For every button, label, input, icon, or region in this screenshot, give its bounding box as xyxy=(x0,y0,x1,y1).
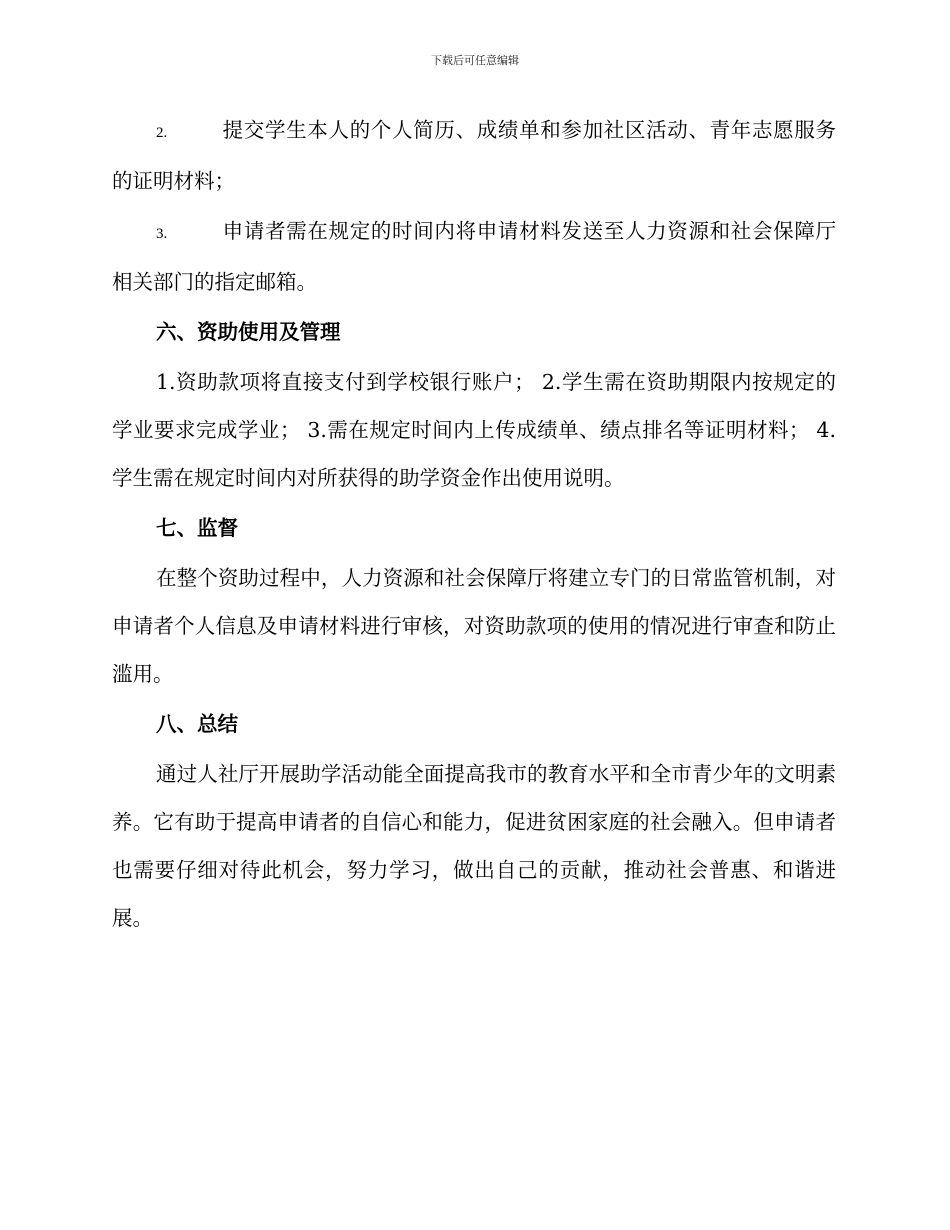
page-header: 下载后可任意编辑 xyxy=(431,54,519,67)
section-heading-funding-management: 六、资助使用及管理 xyxy=(156,320,341,344)
list-item-text: 申请者需在规定的时间内将申请材料发送至人力资源和社会保障厅相关部门的指定邮箱。 xyxy=(112,219,836,294)
list-item-number: 2. xyxy=(156,125,168,141)
section-body-summary: 通过人社厅开展助学活动能全面提高我市的教育水平和全市青少年的文明素养。它有助于提高申请者的自信心和能力，促进贫困家庭的社会融入。但申请者也需要仔细对待此机会，努力学习，做出自己的贡献，推动社会普惠、和谐进展。 xyxy=(112,762,836,930)
section-heading-supervision: 七、监督 xyxy=(156,516,238,540)
section-body-funding-management: 1.资助款项将直接支付到学校银行账户； 2.学生需在资助期限内按规定的学业要求完成学业； 3.需在规定时间内上传成绩单、绩点排名等证明材料； 4.学生需在规定时间内对所获得的助学资金作出使用说明。 xyxy=(112,370,836,490)
list-item-2 xyxy=(112,106,836,205)
list-item-text: 提交学生本人的个人简历、成绩单和参加社区活动、青年志愿服务的证明材料； xyxy=(112,118,836,193)
section-heading-summary: 八、总结 xyxy=(156,712,238,736)
section-body-supervision: 在整个资助过程中，人力资源和社会保障厅将建立专门的日常监管机制，对申请者个人信息及申请材料进行审核，对资助款项的使用的情况进行审查和防止滥用。 xyxy=(112,566,836,686)
document-body xyxy=(112,106,836,944)
list-item-3 xyxy=(112,207,836,306)
list-item-number: 3. xyxy=(156,226,168,242)
